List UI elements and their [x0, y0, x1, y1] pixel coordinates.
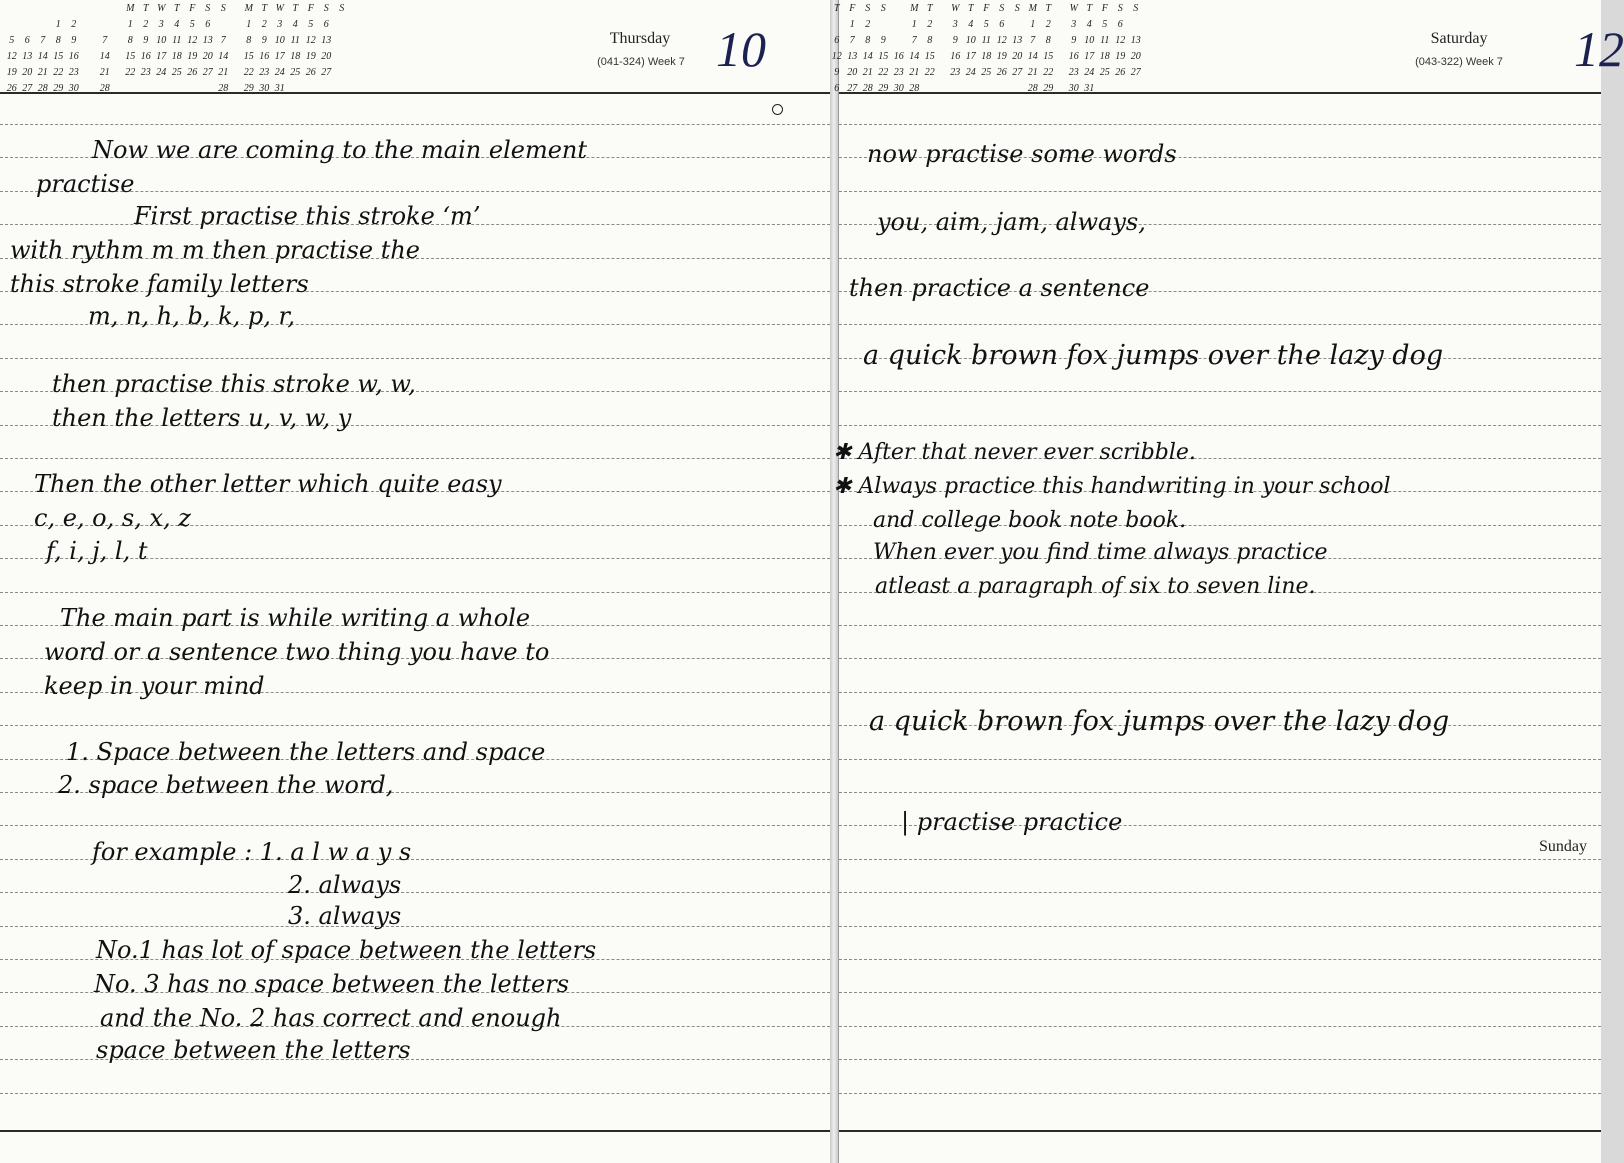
- calendar-day: 28: [99, 82, 110, 94]
- calendar-day: 2: [143, 18, 149, 30]
- calendar-day: 1: [1030, 18, 1036, 30]
- ruled-line: [839, 191, 1601, 192]
- handwritten-line: Then the other letter which quite easy: [34, 470, 502, 498]
- calendar-row: [4, 64, 350, 80]
- ruled-line: [839, 892, 1601, 893]
- calendar-row: [829, 32, 1144, 48]
- calendar-day: 23: [893, 66, 904, 78]
- calendar-day: 1: [849, 18, 855, 30]
- calendar-day: 20: [321, 50, 332, 62]
- calendar-day: 12: [1115, 34, 1126, 46]
- calendar-day: 9: [834, 66, 840, 78]
- ruled-line: [839, 658, 1601, 659]
- calendar-day: 27: [321, 66, 332, 78]
- calendar-day: W: [951, 2, 960, 14]
- calendar-day: 28: [1027, 82, 1038, 94]
- calendar-day: 19: [6, 66, 17, 78]
- ruled-line: [839, 926, 1601, 927]
- ruled-line: [0, 825, 830, 826]
- ruled-line: [839, 859, 1601, 860]
- calendar-day: 20: [22, 66, 33, 78]
- ruled-line: [839, 1059, 1601, 1060]
- handwritten-line: 2. space between the word,: [58, 771, 394, 799]
- calendar-day: 12: [996, 34, 1007, 46]
- calendar-day: 14: [218, 50, 229, 62]
- handwritten-line: 1. Space between the letters and space: [66, 738, 546, 766]
- calendar-day: 14: [37, 50, 48, 62]
- calendar-row: [4, 48, 350, 64]
- handwritten-line: and the No. 2 has correct and enough: [100, 1004, 562, 1032]
- calendar-day: 30: [1068, 82, 1079, 94]
- calendar-row: [829, 64, 1144, 80]
- handwritten-line: then practice a sentence: [849, 274, 1150, 302]
- ruled-line: [839, 425, 1601, 426]
- handwritten-line: No. 3 has no space between the letters: [94, 970, 570, 998]
- calendar-day: W: [157, 2, 166, 14]
- ruled-line: [0, 124, 830, 125]
- calendar-day: 24: [1084, 66, 1095, 78]
- calendar-day: S: [205, 2, 211, 14]
- calendar-day: 6: [999, 18, 1005, 30]
- right-page: [831, 0, 1624, 1163]
- handwritten-line: ✱ After that never ever scribble.: [833, 440, 1196, 465]
- calendar-day: S: [1014, 2, 1020, 14]
- calendar-day: S: [339, 2, 345, 14]
- calendar-day: 15: [125, 50, 136, 62]
- calendar-day: 9: [1071, 34, 1077, 46]
- calendar-day: 24: [965, 66, 976, 78]
- calendar-day: M: [1028, 2, 1037, 14]
- calendar-day: 1: [127, 18, 133, 30]
- week-label-left: (041-324) Week 7: [597, 56, 685, 68]
- calendar-day: 21: [862, 66, 873, 78]
- calendar-day: 28: [218, 82, 229, 94]
- calendar-row: [4, 16, 350, 32]
- calendar-day: 1: [911, 18, 917, 30]
- ruled-line: [0, 892, 830, 893]
- calendar-day: 6: [1117, 18, 1123, 30]
- calendar-day: 25: [981, 66, 992, 78]
- header-rule-right: [839, 92, 1601, 94]
- calendar-day: 12: [831, 50, 842, 62]
- handwritten-line: ✱ Always practice this handwriting in your school: [833, 474, 1391, 499]
- handwritten-line: with rythm m m then practise the: [10, 236, 420, 264]
- calendar-day: 23: [140, 66, 151, 78]
- ruled-line: [839, 391, 1601, 392]
- calendar-day: 12: [6, 50, 17, 62]
- calendar-day: 8: [1045, 34, 1051, 46]
- calendar-day: 18: [290, 50, 301, 62]
- calendar-day: 31: [274, 82, 285, 94]
- calendar-day: T: [142, 2, 149, 14]
- calendar-day: 6: [834, 34, 840, 46]
- calendar-day: 3: [952, 18, 958, 30]
- calendar-day: 13: [847, 50, 858, 62]
- calendar-day: T: [261, 2, 268, 14]
- handwritten-line: then the letters u, v, w, y: [52, 404, 352, 432]
- calendar-day: 13: [321, 34, 332, 46]
- ruled-line: [839, 959, 1601, 960]
- handwritten-line: The main part is while writing a whole: [60, 604, 531, 632]
- handwritten-line: When ever you find time always practice: [873, 540, 1328, 565]
- calendar-day: 24: [156, 66, 167, 78]
- calendar-day: 20: [1012, 50, 1023, 62]
- calendar-day: 20: [847, 66, 858, 78]
- calendar-day: 13: [22, 50, 33, 62]
- handwritten-line: then practise this stroke w, w,: [52, 370, 416, 398]
- calendar-day: M: [126, 2, 135, 14]
- calendar-day: 21: [909, 66, 920, 78]
- ruled-line: [839, 792, 1601, 793]
- handwritten-line: word or a sentence two thing you have to: [44, 638, 550, 666]
- ruled-line: [839, 324, 1601, 325]
- calendar-day: 15: [1043, 50, 1054, 62]
- week-label-right: (043-322) Week 7: [1415, 56, 1503, 68]
- calendar-day: 20: [202, 50, 213, 62]
- calendar-day: W: [1069, 2, 1078, 14]
- punch-hole: [772, 104, 783, 115]
- calendar-day: 7: [102, 34, 108, 46]
- calendar-day: S: [999, 2, 1005, 14]
- calendar-day: 26: [305, 66, 316, 78]
- calendar-day: M: [910, 2, 919, 14]
- calendar-day: 16: [893, 50, 904, 62]
- calendar-day: 15: [878, 50, 889, 62]
- ruled-line: [0, 1093, 830, 1094]
- handwritten-line: and college book note book.: [873, 508, 1187, 533]
- handwritten-line: practise: [36, 170, 135, 198]
- ruled-line: [0, 725, 830, 726]
- calendar-day: T: [1045, 2, 1052, 14]
- calendar-day: 18: [1099, 50, 1110, 62]
- calendar-day: 8: [246, 34, 252, 46]
- ruled-line: [839, 759, 1601, 760]
- handwritten-line: f, i, j, l, t: [46, 537, 148, 565]
- calendar-day: 25: [171, 66, 182, 78]
- calendar-row: [829, 16, 1144, 32]
- ruled-line: [839, 258, 1601, 259]
- ruled-line: [839, 1093, 1601, 1094]
- calendar-day: 23: [68, 66, 79, 78]
- header-rule-left: [0, 92, 830, 94]
- calendar-day: 30: [259, 82, 270, 94]
- calendar-day: 13: [1130, 34, 1141, 46]
- calendar-day: 11: [290, 34, 300, 46]
- calendar-day: 2: [927, 18, 933, 30]
- calendar-day: 25: [290, 66, 301, 78]
- calendar-day: S: [1133, 2, 1139, 14]
- calendar-day: 22: [924, 66, 935, 78]
- calendar-day: 9: [952, 34, 958, 46]
- calendar-day: 9: [143, 34, 149, 46]
- calendar-day: 8: [127, 34, 133, 46]
- calendar-day: S: [880, 2, 886, 14]
- calendar-day: 7: [1030, 34, 1036, 46]
- calendar-day: 2: [71, 18, 77, 30]
- calendar-day: 8: [865, 34, 871, 46]
- calendar-day: S: [220, 2, 226, 14]
- handwritten-line: now practise some words: [867, 140, 1177, 168]
- calendar-day: T: [173, 2, 180, 14]
- calendar-row: [4, 0, 350, 16]
- ruled-line: [0, 592, 830, 593]
- calendar-day: F: [849, 2, 856, 14]
- handwritten-line: m, n, h, b, k, p, r,: [88, 302, 295, 330]
- calendar-day: F: [1101, 2, 1108, 14]
- calendar-day: 15: [53, 50, 64, 62]
- calendar-day: T: [967, 2, 974, 14]
- calendar-day: 27: [22, 82, 33, 94]
- date-number-left: 10: [716, 21, 766, 77]
- calendar-day: 29: [243, 82, 254, 94]
- calendar-day: 6: [205, 18, 211, 30]
- calendar-day: 24: [274, 66, 285, 78]
- calendar-day: 26: [1115, 66, 1126, 78]
- calendar-day: 10: [965, 34, 976, 46]
- day-name-left: Thursday: [609, 30, 671, 47]
- calendar-day: 5: [308, 18, 314, 30]
- calendar-day: 26: [6, 82, 17, 94]
- calendar-day: 7: [849, 34, 855, 46]
- ruled-line: [0, 926, 830, 927]
- calendar-row: [4, 32, 350, 48]
- calendar-day: 21: [99, 66, 110, 78]
- bottom-rule-right: [839, 1130, 1601, 1132]
- handwritten-line: space between the letters: [96, 1036, 411, 1064]
- calendar-day: M: [244, 2, 253, 14]
- calendar-day: 19: [305, 50, 316, 62]
- handwritten-line: a quick brown fox jumps over the lazy dog: [869, 706, 1450, 737]
- calendar-day: 14: [862, 50, 873, 62]
- calendar-day: 14: [1027, 50, 1038, 62]
- calendar-day: W: [275, 2, 284, 14]
- calendar-day: 19: [996, 50, 1007, 62]
- calendar-day: 31: [1084, 82, 1095, 94]
- calendar-day: 23: [1068, 66, 1079, 78]
- calendar-day: 29: [878, 82, 889, 94]
- ruled-line: [0, 358, 830, 359]
- calendar-day: 10: [156, 34, 167, 46]
- calendar-day: 13: [1012, 34, 1023, 46]
- calendar-day: 22: [1043, 66, 1054, 78]
- calendar-day: 23: [950, 66, 961, 78]
- calendar-day: 16: [68, 50, 79, 62]
- calendar-day: 7: [40, 34, 46, 46]
- calendar-day: 30: [893, 82, 904, 94]
- calendar-day: 21: [1027, 66, 1038, 78]
- calendar-day: 22: [878, 66, 889, 78]
- calendar-day: 5: [1102, 18, 1108, 30]
- calendar-day: F: [983, 2, 990, 14]
- calendar-day: 16: [140, 50, 151, 62]
- sunday-label: Sunday: [1539, 838, 1587, 855]
- handwritten-line: a quick brown fox jumps over the lazy dog: [863, 340, 1444, 371]
- calendar-day: 4: [292, 18, 298, 30]
- calendar-day: 28: [37, 82, 48, 94]
- handwritten-line: First practise this stroke ‘m’: [134, 202, 481, 230]
- calendar-day: 26: [996, 66, 1007, 78]
- calendar-day: 7: [220, 34, 226, 46]
- calendar-day: 29: [1043, 82, 1054, 94]
- calendar-day: 5: [983, 18, 989, 30]
- ruled-line: [839, 992, 1601, 993]
- calendar-day: 5: [189, 18, 195, 30]
- calendar-day: 8: [927, 34, 933, 46]
- handwritten-line: atleast a paragraph of six to seven line.: [875, 574, 1316, 599]
- calendar-row: [829, 48, 1144, 64]
- calendar-day: S: [323, 2, 329, 14]
- calendar-day: 21: [218, 66, 229, 78]
- calendar-day: 16: [259, 50, 270, 62]
- handwritten-line: | practise practice: [901, 808, 1123, 836]
- calendar-day: 11: [172, 34, 182, 46]
- calendar-day: 12: [187, 34, 198, 46]
- calendar-day: 6: [834, 82, 840, 94]
- calendar-day: 3: [1071, 18, 1077, 30]
- calendar-day: 27: [1130, 66, 1141, 78]
- calendar-day: 2: [261, 18, 267, 30]
- handwritten-line: 2. always: [288, 871, 402, 899]
- calendar-day: 23: [259, 66, 270, 78]
- calendar-day: 10: [274, 34, 285, 46]
- calendar-day: T: [926, 2, 933, 14]
- calendar-day: 18: [171, 50, 182, 62]
- calendar-row: [829, 0, 1144, 16]
- calendar-day: 20: [1130, 50, 1141, 62]
- calendar-day: 15: [924, 50, 935, 62]
- calendar-day: 19: [1115, 50, 1126, 62]
- calendar-day: 4: [968, 18, 974, 30]
- handwritten-line: keep in your mind: [44, 672, 265, 700]
- ruled-line: [0, 458, 830, 459]
- calendar-day: 18: [981, 50, 992, 62]
- calendar-day: 17: [1084, 50, 1095, 62]
- handwritten-line: for example : 1. a l w a y s: [92, 838, 412, 866]
- handwritten-line: you, aim, jam, always,: [877, 208, 1146, 236]
- calendar-day: 1: [55, 18, 61, 30]
- calendar-day: 16: [950, 50, 961, 62]
- calendar-day: 10: [1084, 34, 1095, 46]
- day-name-right: Saturday: [1430, 30, 1488, 47]
- calendar-day: 17: [965, 50, 976, 62]
- calendar-day: 2: [865, 18, 871, 30]
- calendar-day: 22: [243, 66, 254, 78]
- ruled-line: [839, 692, 1601, 693]
- calendar-day: 19: [187, 50, 198, 62]
- handwritten-line: 3. always: [288, 902, 402, 930]
- calendar-day: 22: [125, 66, 136, 78]
- handwritten-line: No.1 has lot of space between the letters: [96, 936, 597, 964]
- calendar-day: 7: [911, 34, 917, 46]
- calendar-day: 4: [174, 18, 180, 30]
- calendar-day: 17: [274, 50, 285, 62]
- calendar-day: 13: [202, 34, 213, 46]
- calendar-day: 9: [71, 34, 77, 46]
- calendar-day: 27: [202, 66, 213, 78]
- handwritten-line: this stroke family letters: [10, 270, 309, 298]
- calendar-day: 11: [981, 34, 991, 46]
- calendar-day: T: [833, 2, 840, 14]
- ruled-line: [839, 625, 1601, 626]
- calendar-day: 29: [53, 82, 64, 94]
- calendar-day: 8: [55, 34, 61, 46]
- mini-calendar-right: [829, 0, 1144, 96]
- calendar-day: T: [1086, 2, 1093, 14]
- calendar-day: 21: [37, 66, 48, 78]
- ruled-line: [839, 1026, 1601, 1027]
- calendar-day: 9: [261, 34, 267, 46]
- calendar-day: 4: [1086, 18, 1092, 30]
- handwritten-line: c, e, o, s, x, z: [34, 504, 191, 532]
- calendar-day: 17: [156, 50, 167, 62]
- page-gutter: [830, 0, 838, 1163]
- calendar-day: 3: [158, 18, 164, 30]
- calendar-day: S: [865, 2, 871, 14]
- calendar-day: 28: [862, 82, 873, 94]
- calendar-day: F: [189, 2, 196, 14]
- calendar-day: 9: [880, 34, 886, 46]
- calendar-day: 25: [1099, 66, 1110, 78]
- calendar-day: 1: [246, 18, 252, 30]
- calendar-day: 6: [24, 34, 30, 46]
- calendar-day: 30: [68, 82, 79, 94]
- mini-calendar-left: [4, 0, 350, 96]
- calendar-day: 14: [99, 50, 110, 62]
- calendar-day: 2: [1045, 18, 1051, 30]
- calendar-day: 22: [53, 66, 64, 78]
- calendar-day: T: [292, 2, 299, 14]
- calendar-day: 16: [1068, 50, 1079, 62]
- calendar-day: 3: [277, 18, 283, 30]
- calendar-day: 27: [1012, 66, 1023, 78]
- date-number-right: 12: [1574, 21, 1624, 77]
- calendar-day: 14: [909, 50, 920, 62]
- ruled-line: [839, 124, 1601, 125]
- calendar-day: S: [1117, 2, 1123, 14]
- calendar-day: 15: [243, 50, 254, 62]
- calendar-day: 11: [1100, 34, 1110, 46]
- handwritten-line: Now we are coming to the main element: [92, 136, 588, 164]
- calendar-day: F: [307, 2, 314, 14]
- calendar-day: 26: [187, 66, 198, 78]
- calendar-day: 27: [847, 82, 858, 94]
- calendar-day: 12: [305, 34, 316, 46]
- calendar-day: 6: [323, 18, 329, 30]
- bottom-rule-left: [0, 1130, 830, 1132]
- calendar-day: 5: [9, 34, 15, 46]
- calendar-day: 28: [909, 82, 920, 94]
